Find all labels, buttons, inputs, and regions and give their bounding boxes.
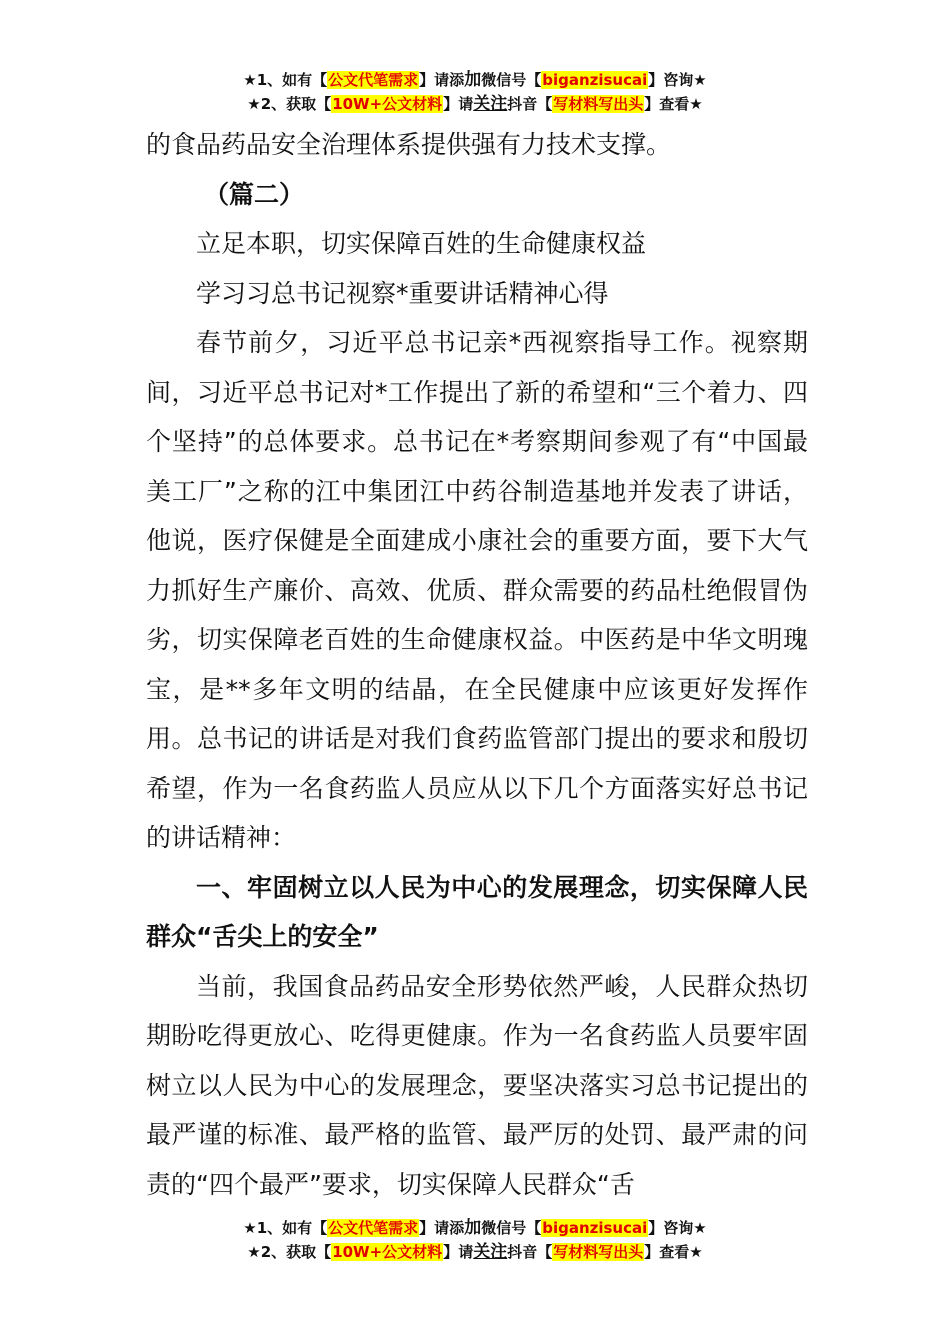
promo-wechat-id: biganzisucai (542, 1219, 648, 1237)
promo-line-2 (0, 1240, 950, 1264)
promo-line-1 (0, 1216, 950, 1240)
carry-over-line: 的食品药品安全治理体系提供强有力技术支撑。 (146, 130, 672, 159)
promo-line-2 (0, 92, 950, 116)
promo-text: 】查看★ (644, 1243, 703, 1261)
promo-highlight: 10W+公文材料 (332, 1243, 443, 1261)
promo-douyin-id: 写材料写出头 (553, 95, 644, 113)
promo-text: 关注 (473, 94, 508, 114)
paragraph-2: 当前，我国食品药品安全形势依然严峻，人民群众热切期盼吃得更放心、吃得更健康。作为一名食药监人员要牢固树立以人民为中心的发展理念，要坚决落实习总书记提出的最严谨的标准、最严格的监管、最严厉的处罚、最严肃的问责的“四个最严”要求，切实保障人民群众“舌 (146, 971, 808, 1199)
promo-text: 】查看★ (644, 95, 703, 113)
promo-text: ★2、获取【 (247, 95, 332, 113)
paragraph-1: 春节前夕，习近平总书记亲*西视察指导工作。视察期间，习近平总书记对*工作提出了新的希望和“三个着力、四个坚持”的总体要求。总书记在*考察期间参观了有“中国最美工厂”之称的江中集团江中药谷制造基地并发表了讲话，他说，医疗保健是全面建成小康社会的重要方面，要下大气力抓好生产廉价、高效、优质、群众需要的药品杜绝假冒伪劣，切实保障老百姓的生命健康权益。中医药是中华文明瑰宝，是**多年文明的结晶，在全民健康中应该更好发挥作用。总书记的讲话是对我们食药监管部门提出的要求和殷切希望，作为一名食药监人员应从以下几个方面落实好总书记的讲话精神： (146, 328, 808, 852)
promo-text: 加 (464, 70, 482, 90)
promo-douyin-id: 写材料写出头 (553, 1243, 644, 1261)
promo-text: 】咨询★ (648, 1219, 707, 1237)
promo-text: ★2、获取【 (247, 1243, 332, 1261)
footer-promo-banner (0, 1216, 950, 1264)
section-label: （篇二） (204, 179, 305, 209)
promo-line-1 (0, 68, 950, 92)
promo-text: 】请添 (419, 1219, 465, 1237)
promo-highlight: 公文代笔需求 (328, 1219, 419, 1237)
promo-text: 】咨询★ (648, 71, 707, 89)
promo-text: 】请 (443, 95, 474, 113)
promo-text: 抖音【 (507, 95, 553, 113)
header-promo-banner (0, 68, 950, 116)
promo-text: 加 (464, 1218, 482, 1238)
promo-highlight: 公文代笔需求 (328, 71, 419, 89)
promo-wechat-id: biganzisucai (542, 71, 648, 89)
promo-text: 】请 (443, 1243, 474, 1261)
promo-text: ★1、如有【 (243, 71, 328, 89)
promo-text: 】请添 (419, 71, 465, 89)
heading-1: 一、牢固树立以人民为中心的发展理念，切实保障人民群众“舌尖上的安全” (146, 872, 808, 951)
document-body (146, 120, 808, 1209)
promo-text: 抖音【 (507, 1243, 553, 1261)
promo-highlight: 10W+公文材料 (332, 95, 443, 113)
promo-text: ★1、如有【 (243, 1219, 328, 1237)
article-subtitle: 学习习总书记视察*重要讲话精神心得 (196, 278, 609, 308)
promo-text: 微信号【 (481, 71, 542, 89)
article-title: 立足本职，切实保障百姓的生命健康权益 (196, 229, 647, 258)
promo-text: 微信号【 (481, 1219, 542, 1237)
promo-text: 关注 (473, 1242, 508, 1262)
